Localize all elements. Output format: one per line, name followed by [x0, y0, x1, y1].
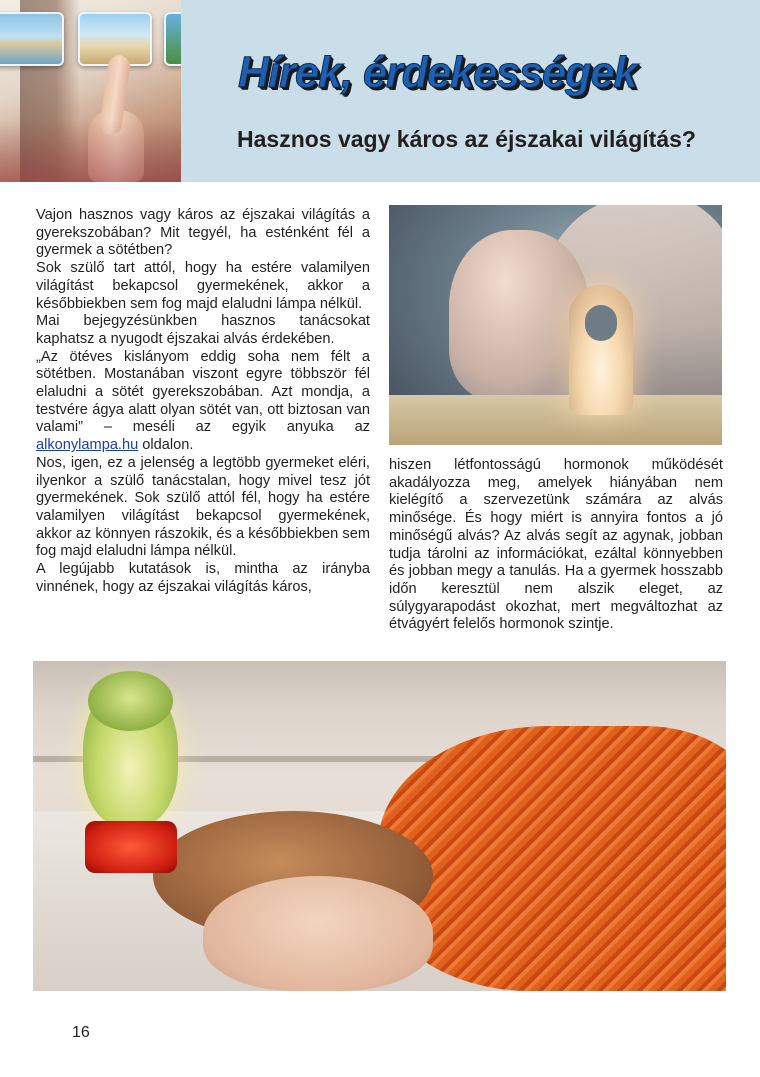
section-title: Hírek, érdekességek [238, 48, 637, 97]
header-photo-thumbnail-3 [164, 12, 181, 66]
quote-text: „Az ötéves kislányom eddig soha nem félt a sötétben. Mostanában viszont egyre többször fél elaludni a sötét gyerekszobában. Azt mondja, a testvére ágya alatt olyan sötét van, ott biztosan van valami” – meséli az egyik anyuka az [36, 348, 370, 436]
paragraph-advice: Mai bejegyzésünkben hasznos tanácsokat kaphatsz a nyugodt éjszakai alvás érdekében. [36, 313, 370, 347]
quote-text-end: oldalon. [138, 437, 194, 454]
header-photo-shade [0, 120, 181, 182]
photo-night-lamp-handle [585, 305, 617, 341]
article-title: Hasznos vagy káros az éjszakai világítás? [237, 126, 696, 152]
photo-baby-figure [449, 230, 589, 400]
photo-mother-baby-nightlight [389, 205, 722, 445]
paragraph-parents-worry: Sok szülő tart attól, hogy ha estére valamilyen világítást bekapcsol gyermekének, akkor a későbbiekben sem fog majd elaludni lámpa nélkül. [36, 260, 370, 312]
paragraph-phenomenon: Nos, igen, ez a jelenség a legtöbb gyermeket eléri, ilyenkor a szülő tanácstalan, hogy mivel tesz jót gyermekének. Sok szülő attól fél, hogy ha estére valamilyen világítást bekapcsol gyermekének, akkor az könnyen rászokik, és a későbbiekben sem fog majd elaludni lámpa nélkül. [36, 454, 370, 560]
paragraph-hormones: hiszen létfontosságú hormonok működését akadályozza meg, amelyek hiányában nem kielégítő a szervezetünk számára az alvás minősége. És hogy miért is annyira fontos a jó minőségű alvás? Az alvás segít az agynak, jobban tudja tárolni az információkat, ezáltal könnyebben és jobban megy a tanulás. Ha a gyermek hosszabb időn keresztül nem alszik eleget, az súlygyarapodást okozhat, mert megváltozhat az étvágyért felelős hormonok szintje. [389, 457, 723, 633]
header-photo-thumbnail-1 [0, 12, 64, 66]
photo-wooden-table [389, 395, 722, 445]
paragraph-intro: Vajon hasznos vagy káros az éjszakai világítás a gyerekszobában? Mit tegyél, ha esténként fél a gyermek a sötétben? [36, 207, 370, 259]
article-right-column [389, 457, 723, 634]
photo-dragon-lamp-base [85, 821, 177, 873]
alkonylampa-link[interactable]: alkonylampa.hu [36, 437, 139, 454]
paragraph-research: A legújabb kutatások is, mintha az irányba vinnének, hogy az éjszakai világítás káros, [36, 561, 370, 595]
paragraph-quote [36, 349, 370, 455]
article-left-column [36, 207, 370, 596]
header-photo-woman-touchscreen [0, 0, 181, 182]
page-number: 16 [72, 1024, 90, 1041]
photo-dragon-lamp-head [88, 671, 173, 731]
photo-sleeping-girl-dragon-lamp [33, 661, 726, 991]
photo-girl-face [203, 876, 433, 991]
